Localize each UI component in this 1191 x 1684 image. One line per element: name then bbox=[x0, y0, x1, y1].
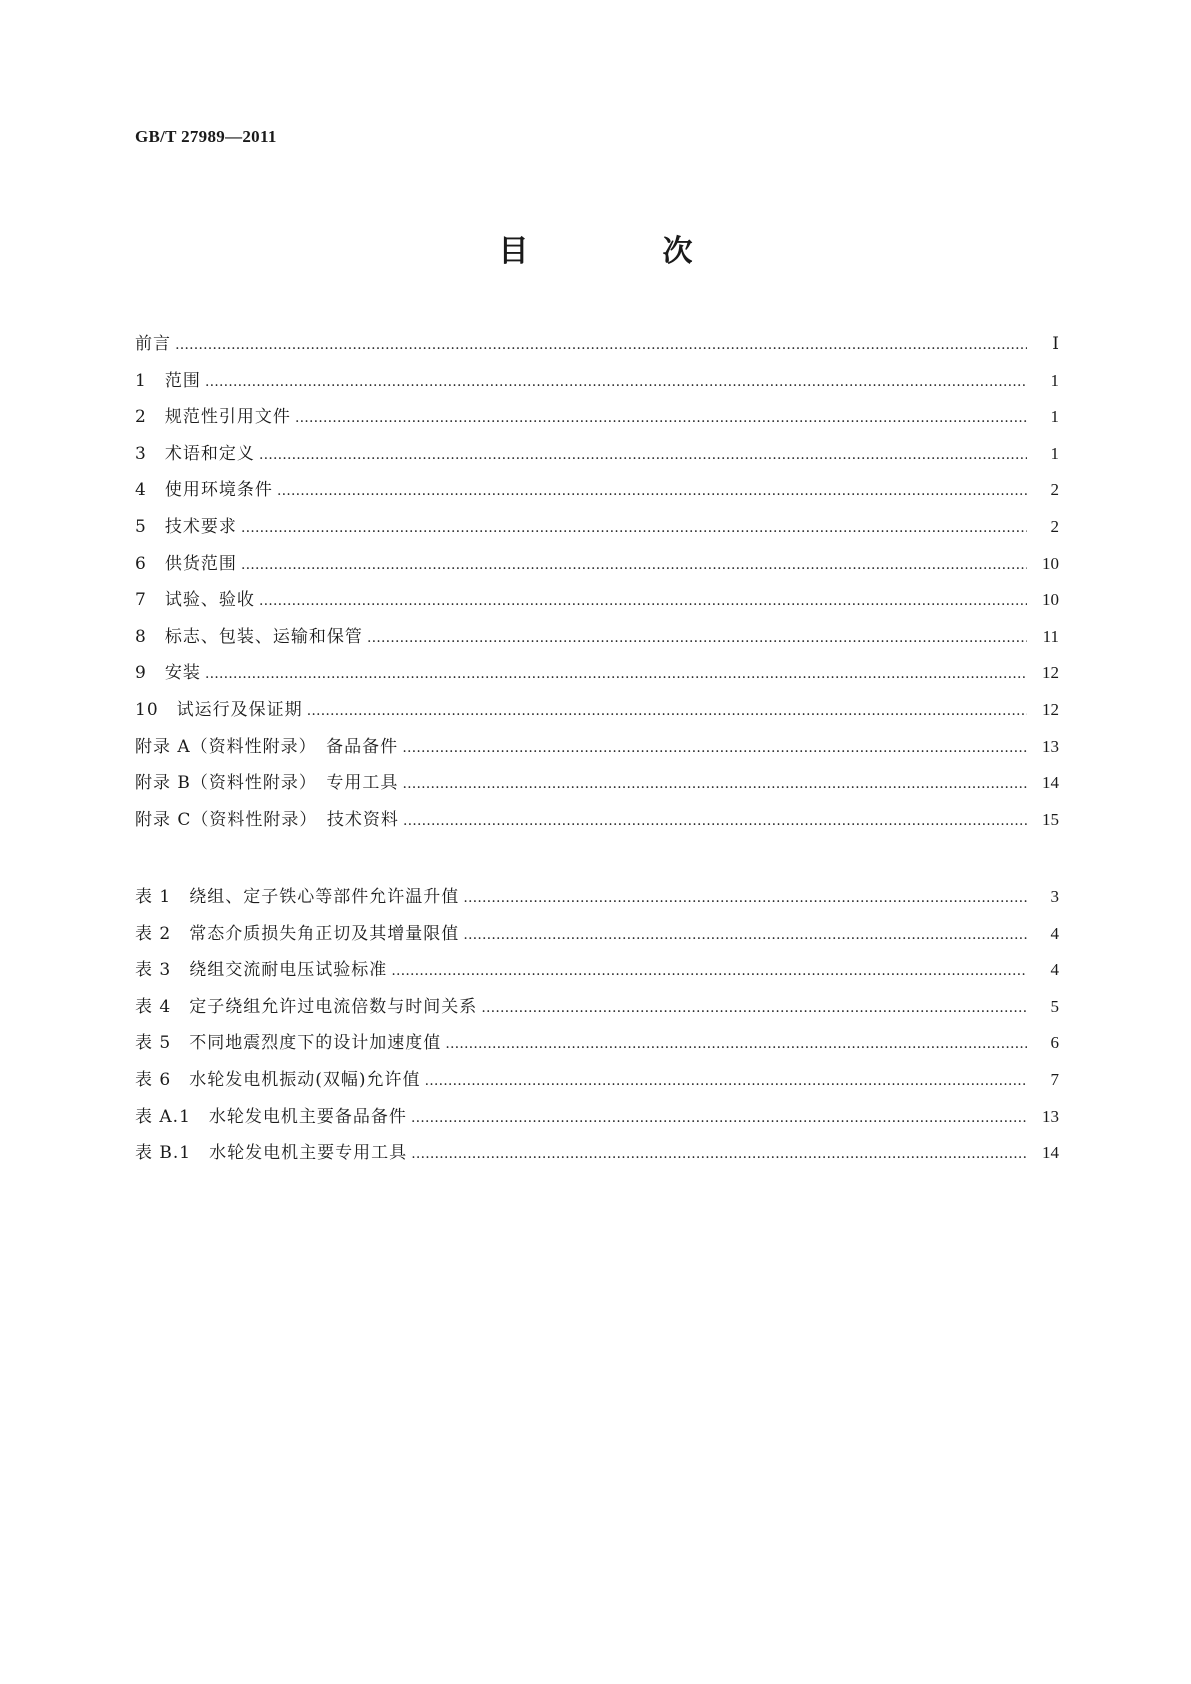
toc-entry[interactable] bbox=[135, 509, 1059, 546]
table-entry[interactable] bbox=[135, 1025, 1059, 1062]
toc-entry-page-number: 1 bbox=[1050, 407, 1059, 427]
toc-entry-label: 9 安装 bbox=[135, 663, 201, 684]
toc-entry-label: 1 范围 bbox=[135, 370, 201, 391]
dot-leader bbox=[241, 547, 1027, 584]
dot-leader bbox=[307, 693, 1027, 730]
table-entry[interactable] bbox=[135, 916, 1059, 953]
table-entry-page-number: 4 bbox=[1050, 923, 1059, 943]
dot-leader bbox=[402, 730, 1027, 767]
dot-leader bbox=[391, 953, 1027, 990]
dot-leader bbox=[445, 1026, 1027, 1063]
table-entry-page-number: 14 bbox=[1042, 1143, 1059, 1163]
table-entry-label: 表 3 绕组交流耐电压试验标准 bbox=[135, 960, 388, 981]
table-entry-page-number: 13 bbox=[1042, 1106, 1059, 1126]
toc-entry-page-number: Ⅰ bbox=[1052, 334, 1059, 353]
table-entry-page-number: 3 bbox=[1050, 887, 1059, 906]
toc-entry-label: 4 使用环境条件 bbox=[135, 480, 273, 501]
toc-entry-page-number: 12 bbox=[1042, 699, 1059, 719]
toc-entry-page-number: 10 bbox=[1042, 590, 1059, 610]
toc-entry-label: 3 术语和定义 bbox=[135, 443, 255, 464]
table-entry-page-number: 6 bbox=[1050, 1033, 1059, 1053]
toc-entry[interactable] bbox=[135, 472, 1059, 509]
table-entry-page-number: 5 bbox=[1050, 996, 1059, 1016]
dot-leader bbox=[175, 327, 1027, 364]
dot-leader bbox=[259, 437, 1027, 474]
toc-entry[interactable] bbox=[135, 619, 1059, 656]
dot-leader bbox=[205, 656, 1027, 693]
toc-entry-page-number: 1 bbox=[1050, 443, 1059, 463]
toc-entry[interactable] bbox=[135, 765, 1059, 802]
toc-entry[interactable] bbox=[135, 363, 1059, 400]
toc-entry-page-number: 11 bbox=[1042, 626, 1059, 646]
toc-entry-label: 附录 C（资料性附录） 技术资料 bbox=[135, 809, 399, 830]
table-entry[interactable] bbox=[135, 989, 1059, 1026]
toc-entry-label: 前言 bbox=[135, 334, 171, 354]
table-entry-label: 表 4 定子绕组允许过电流倍数与时间关系 bbox=[135, 996, 478, 1017]
dot-leader bbox=[402, 766, 1027, 803]
dot-leader bbox=[367, 620, 1027, 657]
toc-entry-page-number: 10 bbox=[1042, 553, 1059, 573]
table-entry-label: 表 2 常态介质损失角正切及其增量限值 bbox=[135, 923, 460, 944]
toc-entry[interactable] bbox=[135, 436, 1059, 473]
toc-entry-label: 7 试验、验收 bbox=[135, 590, 255, 611]
dot-leader bbox=[463, 880, 1027, 917]
toc-entry-page-number: 2 bbox=[1050, 516, 1059, 536]
toc-entry-label: 附录 B（资料性附录） 专用工具 bbox=[135, 773, 399, 794]
toc-entry-label: 2 规范性引用文件 bbox=[135, 407, 291, 428]
toc-entry[interactable] bbox=[135, 692, 1059, 729]
table-entry-page-number: 4 bbox=[1050, 960, 1059, 980]
table-entry-page-number: 7 bbox=[1050, 1069, 1059, 1089]
toc-entry-label: 10 试运行及保证期 bbox=[135, 699, 303, 720]
toc-entry-label: 8 标志、包装、运输和保管 bbox=[135, 626, 363, 647]
toc-entry-page-number: 12 bbox=[1042, 663, 1059, 683]
toc-entry[interactable] bbox=[135, 802, 1059, 839]
page-title: 目 次 bbox=[498, 234, 745, 269]
table-entry-label: 表 6 水轮发电机振动(双幅)允许值 bbox=[135, 1069, 421, 1090]
toc-entry-label: 附录 A（资料性附录） 备品备件 bbox=[135, 736, 399, 757]
toc-entry-page-number: 14 bbox=[1042, 773, 1059, 793]
table-entry[interactable] bbox=[135, 952, 1059, 989]
toc-entry-page-number: 2 bbox=[1050, 480, 1059, 500]
toc-entry-page-number: 15 bbox=[1042, 809, 1059, 829]
dot-leader bbox=[205, 364, 1027, 401]
dot-leader bbox=[411, 1136, 1027, 1173]
dot-leader bbox=[295, 400, 1027, 437]
dot-leader bbox=[424, 1063, 1027, 1100]
toc-entry[interactable] bbox=[135, 546, 1059, 583]
table-entry[interactable] bbox=[135, 1062, 1059, 1099]
table-entry[interactable] bbox=[135, 1099, 1059, 1136]
table-entry-label: 表 5 不同地震烈度下的设计加速度值 bbox=[135, 1033, 442, 1054]
toc-entry-page-number: 13 bbox=[1042, 736, 1059, 756]
table-entry-label: 表 B.1 水轮发电机主要专用工具 bbox=[135, 1143, 408, 1164]
table-entry[interactable] bbox=[135, 1135, 1059, 1172]
dot-leader bbox=[277, 473, 1027, 510]
toc-entry-label: 5 技术要求 bbox=[135, 516, 237, 537]
dot-leader bbox=[403, 803, 1027, 840]
toc-entry[interactable] bbox=[135, 399, 1059, 436]
dot-leader bbox=[259, 583, 1027, 620]
dot-leader bbox=[411, 1100, 1027, 1137]
toc-entry-label: 6 供货范围 bbox=[135, 553, 237, 574]
dot-leader bbox=[463, 917, 1027, 954]
toc-entry-page-number: 1 bbox=[1050, 370, 1059, 390]
toc-entry[interactable] bbox=[135, 326, 1059, 363]
table-entry[interactable] bbox=[135, 879, 1059, 916]
tables-list bbox=[135, 879, 1059, 1172]
table-entry-label: 表 A.1 水轮发电机主要备品备件 bbox=[135, 1106, 407, 1127]
dot-leader bbox=[241, 510, 1027, 547]
dot-leader bbox=[481, 990, 1027, 1027]
toc-entry[interactable] bbox=[135, 582, 1059, 619]
table-entry-label: 表 1 绕组、定子铁心等部件允许温升值 bbox=[135, 887, 460, 907]
contents-list bbox=[135, 326, 1059, 838]
standard-number: GB/T 27989—2011 bbox=[135, 127, 277, 146]
toc-entry[interactable] bbox=[135, 729, 1059, 766]
toc-entry[interactable] bbox=[135, 655, 1059, 692]
